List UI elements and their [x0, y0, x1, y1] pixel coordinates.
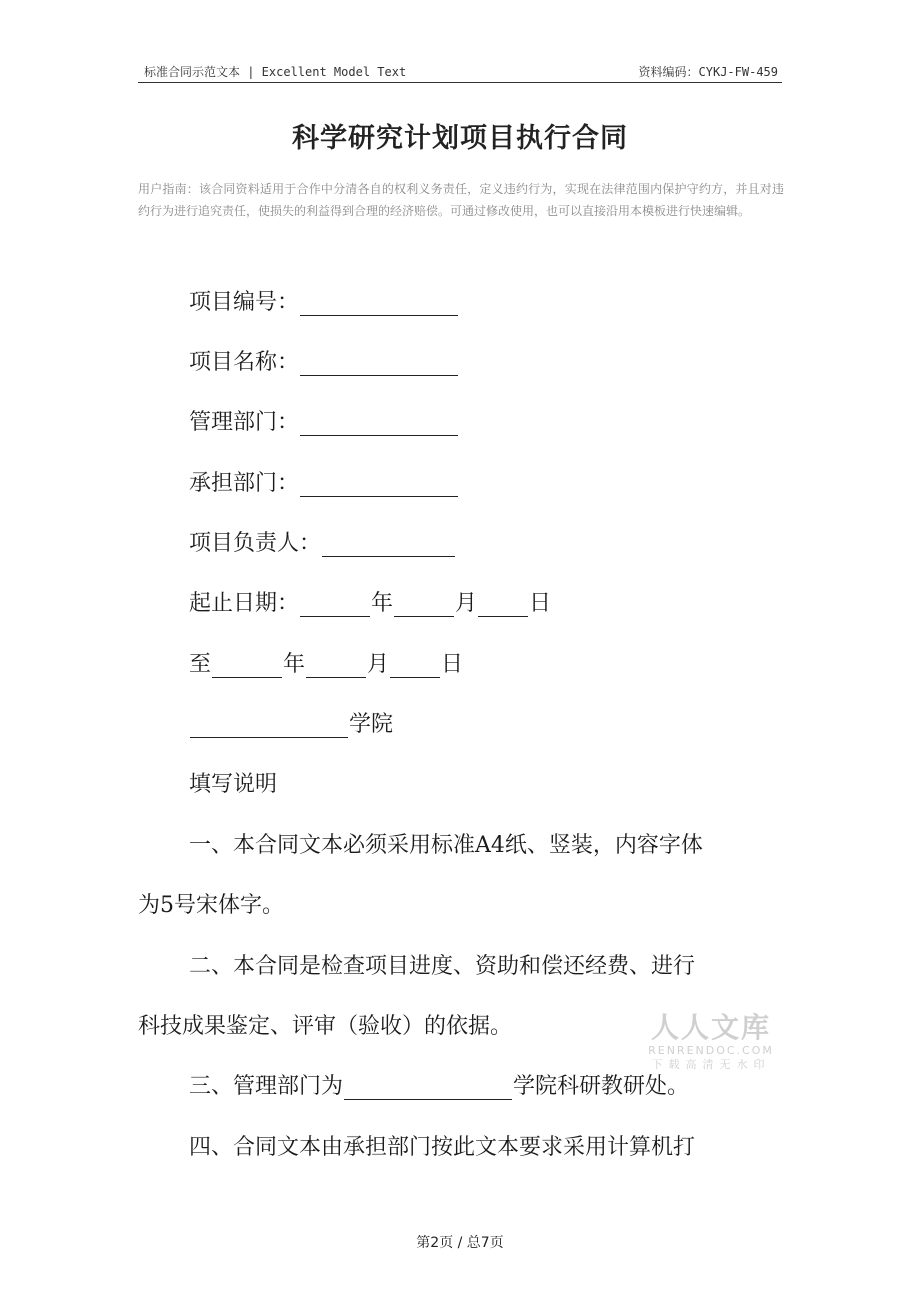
to-label: 至 [189, 652, 212, 677]
instruction-3-prefix: 三、管理部门为 [189, 1074, 344, 1099]
mgmt-dept-blank[interactable] [300, 413, 458, 436]
year-label: 年 [371, 591, 394, 616]
instruction-2-line-2: 科技成果鉴定、评审（验收）的依据。 [138, 1014, 513, 1039]
field-start-date [189, 586, 551, 617]
field-project-no [189, 285, 459, 316]
instruction-4-line-1: 四、合同文本由承担部门按此文本要求采用计算机打 [189, 1135, 696, 1160]
mgmt-college-blank[interactable] [344, 1077, 512, 1100]
field-project-no-label: 项目编号： [189, 290, 300, 315]
project-no-blank[interactable] [300, 293, 458, 316]
field-date-label: 起止日期： [189, 591, 300, 616]
document-title: 科学研究计划项目执行合同 [292, 123, 628, 154]
watermark-slogan: 下载高清无水印 [651, 1058, 771, 1071]
day-label: 日 [441, 652, 464, 677]
field-mgmt-dept-label: 管理部门： [189, 410, 300, 435]
end-month-blank[interactable] [306, 655, 366, 678]
year-label: 年 [283, 652, 306, 677]
start-month-blank[interactable] [394, 594, 454, 617]
month-label: 月 [455, 591, 478, 616]
field-mgmt-dept [189, 405, 459, 436]
watermark-domain: RENRENDOC.COM [648, 1044, 774, 1057]
college-label: 学院 [349, 712, 394, 737]
watermark [646, 1012, 776, 1072]
instruction-1-line-2: 为5号宋体字。 [138, 893, 284, 918]
page-header [138, 62, 782, 83]
day-label: 日 [529, 591, 552, 616]
instruction-3-suffix: 学院科研教研处。 [513, 1074, 690, 1099]
end-day-blank[interactable] [390, 655, 440, 678]
instruction-2-line-1: 二、本合同是检查项目进度、资助和偿还经费、进行 [189, 954, 696, 979]
field-college [189, 707, 393, 738]
field-undertake-dept-label: 承担部门： [189, 471, 300, 496]
field-undertake-dept [189, 466, 459, 497]
instruction-1-line-1: 一、本合同文本必须采用标准A4纸、竖装，内容字体 [189, 833, 703, 858]
start-day-blank[interactable] [478, 594, 528, 617]
field-leader-label: 项目负责人： [189, 531, 322, 556]
watermark-brand: 人人文库 [650, 1011, 771, 1044]
field-project-name [189, 345, 459, 376]
leader-blank[interactable] [322, 534, 455, 557]
month-label: 月 [367, 652, 390, 677]
header-document-code: 资料编码：CYKJ-FW-459 [638, 65, 778, 79]
undertake-dept-blank[interactable] [300, 474, 458, 497]
user-guide-text: 用户指南：该合同资料适用于合作中分清各自的权利义务责任，定义违约行为，实现在法律范围内保护守约方，并且对违约行为进行追究责任，使损失的利益得到合理的经济赔偿。可通过修改使用，也可以直接沿用本模板进行快速编辑。 [138, 182, 784, 218]
instruction-3 [189, 1069, 689, 1100]
college-blank[interactable] [190, 715, 348, 738]
field-project-name-label: 项目名称： [189, 350, 300, 375]
start-year-blank[interactable] [300, 594, 370, 617]
project-name-blank[interactable] [300, 353, 458, 376]
field-leader [189, 526, 456, 557]
header-left-text: 标准合同示范文本 | Excellent Model Text [144, 65, 407, 79]
instructions-heading: 填写说明 [189, 772, 278, 797]
page-number: 第2页 / 总7页 [416, 1235, 504, 1251]
end-year-blank[interactable] [212, 655, 282, 678]
field-end-date [189, 647, 463, 678]
